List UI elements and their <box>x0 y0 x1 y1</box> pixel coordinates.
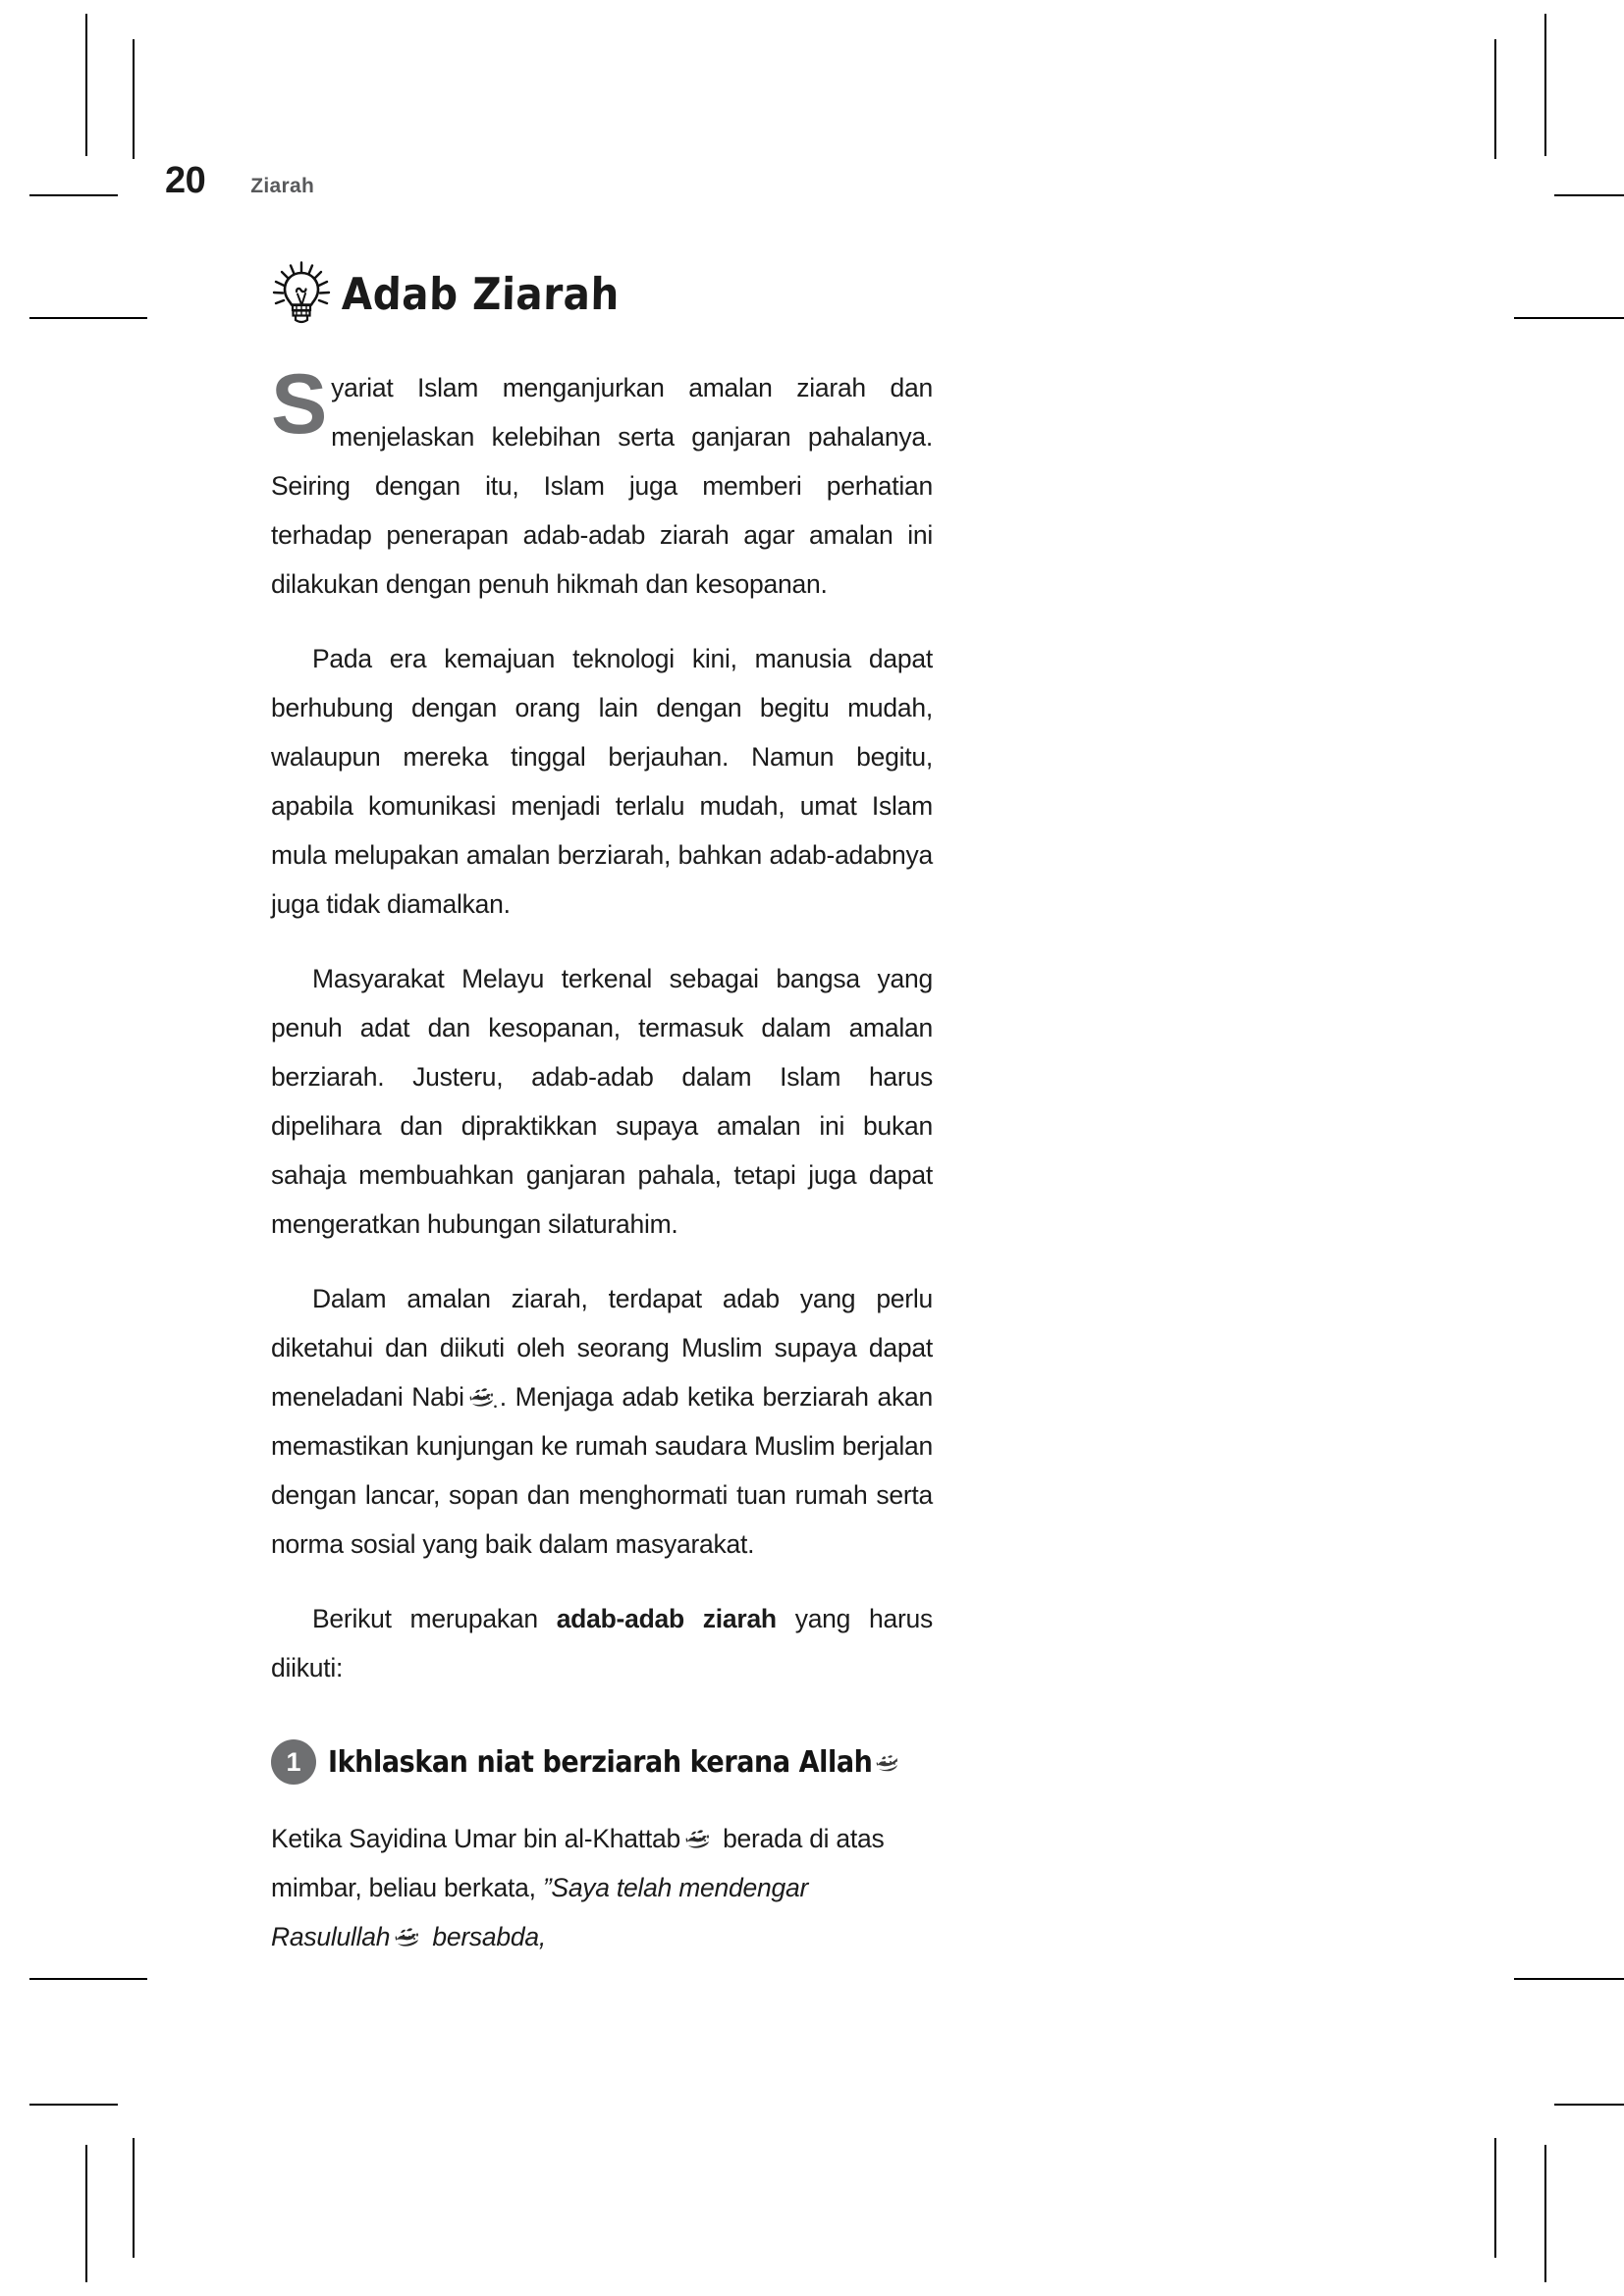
salawat-icon <box>467 1384 497 1410</box>
paragraph-5-text-b: yang harus diikuti: <box>271 1604 934 1682</box>
page-number: 20 <box>165 160 206 201</box>
closing-text-a: Ketika Sayidina Umar bin al-Khattab <box>271 1824 680 1853</box>
running-head <box>165 160 314 202</box>
paragraph-4-text-b: . Menjaga adab ketika berziarah akan memastikan kunjungan ke rumah saudara Muslim berjalan dengan lancar, sopan dan menghormati tuan rumah serta norma sosial yang baik dalam masyarakat. <box>271 1382 933 1559</box>
drop-cap: S <box>271 357 328 452</box>
numbered-heading-1 <box>271 1739 933 1785</box>
closing-text-b: berada di atas mimbar, beliau berkata, <box>271 1824 885 1902</box>
paragraph-2: Pada era kemajuan teknologi kini, manusia dapat berhubung dengan orang lain dengan begitu mudah, walaupun mereka tinggal berjauhan. Namun begitu, apabila komunikasi menjadi terlalu mudah, umat Islam mula melupakan amalan berziarah, bahkan adab-adabnya juga tidak diamalkan. <box>271 644 933 919</box>
closing-quote-close: bersabda, <box>425 1922 546 1951</box>
paragraph-1 <box>271 357 933 609</box>
paragraph-1-text: yariat Islam menganjurkan amalan ziarah dan menjelaskan kelebihan serta ganjaran pahalanya. Seiring dengan itu, Islam juga memberi perhatian terhadap penerapan adab-adab ziarah agar amalan ini dilakukan dengan penuh hikmah dan kesopanan. <box>271 373 933 599</box>
paragraph-4 <box>271 1274 933 1569</box>
section-title: Adab Ziarah <box>341 267 621 320</box>
closing-paragraph <box>271 1814 933 1961</box>
paragraph-5-bold-term: adab-adab ziarah <box>556 1604 777 1633</box>
paragraph-4-text-a: Dalam amalan ziarah, terdapat adab yang perlu diketahui dan diikuti oleh seorang Muslim supaya dapat meneladani Nabi <box>271 1284 933 1412</box>
section-heading <box>271 257 933 330</box>
lightbulb-icon <box>271 261 332 326</box>
closing-quote-open: ”Saya telah mendengar Rasulullah <box>271 1873 809 1951</box>
radiallahu-anhu-icon <box>683 1826 713 1851</box>
salawat-icon-2 <box>393 1924 422 1949</box>
text-column <box>271 257 933 1987</box>
paragraph-5 <box>271 1594 933 1692</box>
number-badge: 1 <box>271 1739 316 1785</box>
numbered-heading-text: Ikhlaskan niat berziarah kerana Allah <box>328 1744 873 1780</box>
paragraph-5-text-a: Berikut merupakan <box>312 1604 557 1633</box>
paragraph-3: Masyarakat Melayu terkenal sebagai bangsa yang penuh adat dan kesopanan, termasuk dalam amalan berziarah. Justeru, adab-adab dalam Islam harus dipelihara dan dipraktikkan supaya amalan ini bukan sahaja membuahkan ganjaran pahala, tetapi juga dapat mengeratkan hubungan silaturahim. <box>271 964 933 1239</box>
jalla-jalaluhu-icon <box>875 1751 900 1774</box>
numbered-heading-label <box>328 1745 903 1780</box>
running-title: Ziarah <box>250 175 315 197</box>
